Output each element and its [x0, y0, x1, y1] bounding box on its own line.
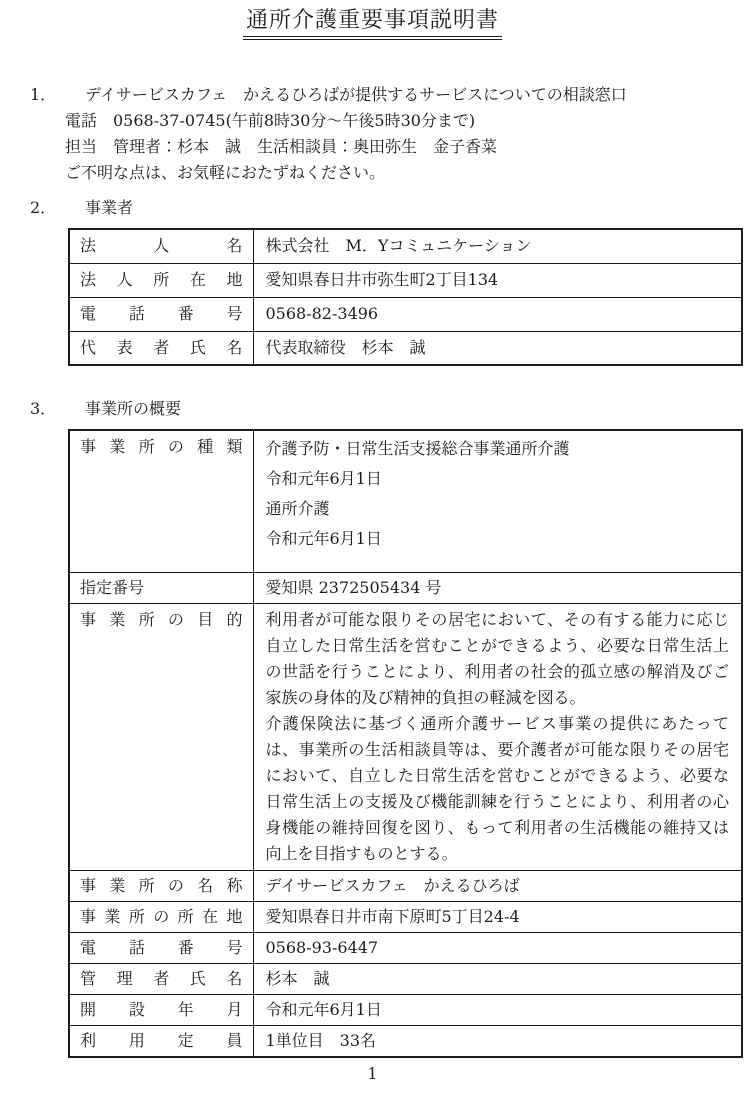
table-row: [69, 263, 742, 297]
table-row: [69, 331, 742, 365]
row-value: [253, 430, 742, 572]
row-value: 0568-93-6447: [253, 932, 742, 963]
office-table: [68, 429, 743, 1058]
section-contact-window: [0, 82, 745, 186]
table-row: [69, 430, 742, 572]
row-label: [69, 603, 253, 870]
row-value: 1単位目 33名: [253, 1025, 742, 1057]
row-label: [69, 229, 253, 263]
row-label: [69, 901, 253, 932]
section-number: 1．: [30, 85, 57, 104]
section-provider: [0, 195, 745, 366]
contact-details: [65, 108, 745, 186]
row-label: [69, 331, 253, 365]
section-heading: デイサービスカフェ かえるひろばが提供するサービスについての相談窓口: [85, 85, 627, 104]
row-label-text: 開 設 年 月: [80, 999, 243, 1019]
row-value: 令和元年6月1日: [253, 994, 742, 1025]
section-heading: 事業所の概要: [85, 399, 182, 418]
table-row: [69, 572, 742, 603]
row-label-text: 利 用 定 員: [80, 1030, 243, 1050]
provider-table: [68, 228, 743, 366]
row-label-text: 事 業 所 の 名 称: [80, 875, 243, 895]
table-row: [69, 901, 742, 932]
row-value: 愛知県 2372505434 号: [253, 572, 742, 603]
value-line: 令和元年6月1日: [265, 469, 382, 488]
row-label: [69, 1025, 253, 1057]
table-row: [69, 994, 742, 1025]
row-label-text: 事 業 所 の 種 類: [80, 437, 243, 456]
title-block: [0, 7, 745, 40]
section-heading-row: [0, 82, 745, 108]
value-paragraph: 介護保険法に基づく通所介護サービス事業の提供にあたっては、事業所の生活相談員等は、要介護者が可能な限りその居宅において、自立した日常生活を営むことができるよう、必要な日常生活上の支援及び機能訓練を行うことにより、利用者の心身機能の維持回復を図り、もって利用者の生活機能の維持又は向上を目指すものとする。: [265, 713, 729, 863]
row-label: [69, 870, 253, 901]
table-row: [69, 229, 742, 263]
row-label: [69, 932, 253, 963]
value-line: 介護予防・日常生活支援総合事業通所介護: [265, 439, 570, 458]
section-number: 3．: [30, 399, 57, 418]
contact-line: 電話 0568-37-0745(午前8時30分～午後5時30分まで): [65, 111, 476, 130]
row-label-text: 代 表 者 氏 名: [80, 337, 243, 357]
row-label-text: 電 話 番 号: [80, 937, 243, 957]
row-value: [253, 603, 742, 870]
row-label: [69, 297, 253, 331]
table-row: [69, 297, 742, 331]
row-value: 代表取締役 杉本 誠: [253, 331, 742, 365]
row-label: [69, 430, 253, 572]
row-label: 指定番号: [69, 572, 253, 603]
table-row: [69, 1025, 742, 1057]
row-label: [69, 263, 253, 297]
contact-line: 担当 管理者：杉本 誠 生活相談員：奥田弥生 金子香菜: [65, 137, 498, 156]
section-heading: 事業者: [85, 198, 134, 217]
table-row: [69, 963, 742, 994]
section-office-overview: [0, 396, 745, 1058]
table-row: [69, 870, 742, 901]
value-paragraph: 利用者が可能な限りその居宅において、その有する能力に応じ自立した日常生活を営むことができるよう、必要な日常生活上の世話を行うことにより、利用者の社会的孤立感の解消及びご家族の身体的及び精神的負担の軽減を図る。: [265, 609, 729, 707]
row-label: [69, 963, 253, 994]
page-number: 1: [367, 1064, 378, 1083]
document-title: 通所介護重要事項説明書: [243, 7, 502, 40]
row-value: 株式会社 M．Yコミュニケーション: [253, 229, 742, 263]
row-value: 杉本 誠: [253, 963, 742, 994]
table-row: [69, 603, 742, 870]
value-line: 令和元年6月1日: [265, 529, 382, 548]
section-number: 2．: [30, 198, 57, 217]
row-value: デイサービスカフェ かえるひろば: [253, 870, 742, 901]
row-label-text: 事 業 所 の 所 在 地: [80, 906, 243, 926]
value-line: 通所介護: [265, 499, 330, 518]
row-label-text: 事 業 所 の 目 的: [80, 609, 243, 629]
row-label-text: 法 人 名: [80, 236, 243, 256]
row-value: 0568-82-3496: [253, 297, 742, 331]
section-heading-row: [0, 195, 745, 221]
row-label-text: 管 理 者 氏 名: [80, 968, 243, 988]
row-value: 愛知県春日井市南下原町5丁目24-4: [253, 901, 742, 932]
row-label-text: 電 話 番 号: [80, 304, 243, 323]
row-label-text: 法 人 所 在 地: [80, 270, 243, 289]
row-value: 愛知県春日井市弥生町2丁目134: [253, 263, 742, 297]
contact-line: ご不明な点は、お気軽におたずねください。: [65, 163, 386, 182]
row-label: [69, 994, 253, 1025]
table-row: [69, 932, 742, 963]
section-heading-row: [0, 396, 745, 422]
